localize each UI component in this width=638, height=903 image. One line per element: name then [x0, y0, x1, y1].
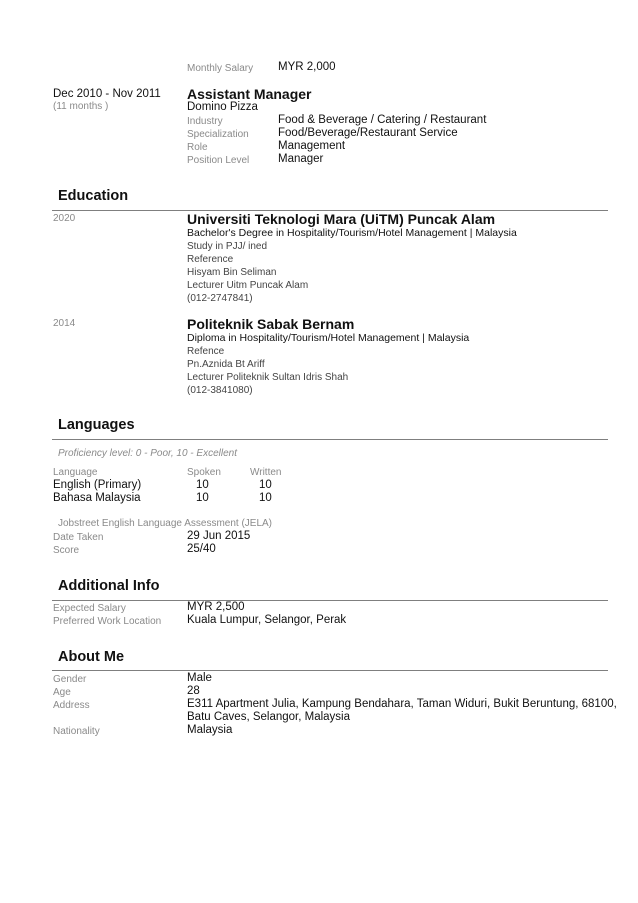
language-written-level: 10 — [259, 479, 272, 491]
gender-value: Male — [187, 672, 212, 684]
job-company: Domino Pizza — [187, 101, 258, 113]
spoken-column-header: Spoken — [187, 467, 221, 478]
section-divider — [52, 439, 608, 440]
job-duration: (11 months ) — [53, 101, 109, 112]
monthly-salary-label: Monthly Salary — [187, 63, 254, 74]
job-dates: Dec 2010 - Nov 2011 — [53, 88, 161, 100]
job-field-label: Role — [187, 142, 208, 153]
job-field-value: Food/Beverage/Restaurant Service — [278, 127, 458, 139]
language-spoken-level: 10 — [196, 479, 209, 491]
about-me-heading: About Me — [58, 649, 125, 665]
address-line-1: E311 Apartment Julia, Kampung Bendahara, Taman Widuri, Bukit Beruntung, 68100, — [187, 698, 617, 710]
age-value: 28 — [187, 685, 200, 697]
expected-salary-value: MYR 2,500 — [187, 601, 245, 613]
education-note: Lecturer Uitm Puncak Alam — [187, 280, 309, 291]
education-heading: Education — [58, 188, 129, 204]
languages-heading: Languages — [58, 417, 135, 433]
expected-salary-label: Expected Salary — [53, 603, 126, 614]
language-spoken-level: 10 — [196, 492, 209, 504]
language-name: English (Primary) — [53, 479, 142, 491]
proficiency-note: Proficiency level: 0 - Poor, 10 - Excellent — [58, 448, 237, 459]
job-field-value: Management — [278, 140, 346, 152]
school-name: Politeknik Sabak Bernam — [187, 316, 355, 332]
age-label: Age — [53, 687, 71, 698]
job-title: Assistant Manager — [187, 86, 312, 102]
gender-label: Gender — [53, 674, 87, 685]
language-written-level: 10 — [259, 492, 272, 504]
education-year: 2014 — [53, 318, 76, 329]
preferred-location-label: Preferred Work Location — [53, 616, 162, 627]
preferred-location-value: Kuala Lumpur, Selangor, Perak — [187, 614, 347, 626]
education-note: Reference — [187, 254, 234, 265]
date-taken-value: 29 Jun 2015 — [187, 530, 251, 542]
nationality-value: Malaysia — [187, 724, 233, 736]
job-field-value: Food & Beverage / Catering / Restaurant — [278, 114, 487, 126]
education-note: Study in PJJ/ ined — [187, 241, 268, 252]
score-label: Score — [53, 545, 80, 556]
monthly-salary-value: MYR 2,000 — [278, 61, 336, 73]
written-column-header: Written — [250, 467, 282, 478]
additional-info-heading: Additional Info — [58, 578, 160, 594]
school-name: Universiti Teknologi Mara (UiTM) Puncak Alam — [187, 211, 496, 227]
language-column-header: Language — [53, 467, 98, 478]
education-note: Refence — [187, 346, 225, 357]
score-value: 25/40 — [187, 543, 216, 555]
language-name: Bahasa Malaysia — [53, 492, 141, 504]
education-year: 2020 — [53, 213, 76, 224]
address-label: Address — [53, 700, 90, 711]
education-note: (012-2747841) — [187, 293, 253, 304]
job-field-label: Industry — [187, 116, 223, 127]
job-field-label: Position Level — [187, 155, 250, 166]
job-field-value: Manager — [278, 153, 324, 165]
job-field-label: Specialization — [187, 129, 249, 140]
degree: Diploma in Hospitality/Tourism/Hotel Management | Malaysia — [187, 332, 470, 344]
address-line-2: Batu Caves, Selangor, Malaysia — [187, 711, 351, 723]
section-divider — [52, 600, 608, 601]
degree: Bachelor's Degree in Hospitality/Tourism/Hotel Management | Malaysia — [187, 227, 517, 239]
jela-title: Jobstreet English Language Assessment (JELA) — [58, 518, 273, 529]
education-note: Lecturer Politeknik Sultan Idris Shah — [187, 372, 349, 383]
education-note: Pn.Aznida Bt Ariff — [187, 359, 265, 370]
date-taken-label: Date Taken — [53, 532, 104, 543]
nationality-label: Nationality — [53, 726, 100, 737]
education-note: (012-3841080) — [187, 385, 253, 396]
section-divider — [52, 670, 608, 671]
education-note: Hisyam Bin Seliman — [187, 267, 277, 278]
